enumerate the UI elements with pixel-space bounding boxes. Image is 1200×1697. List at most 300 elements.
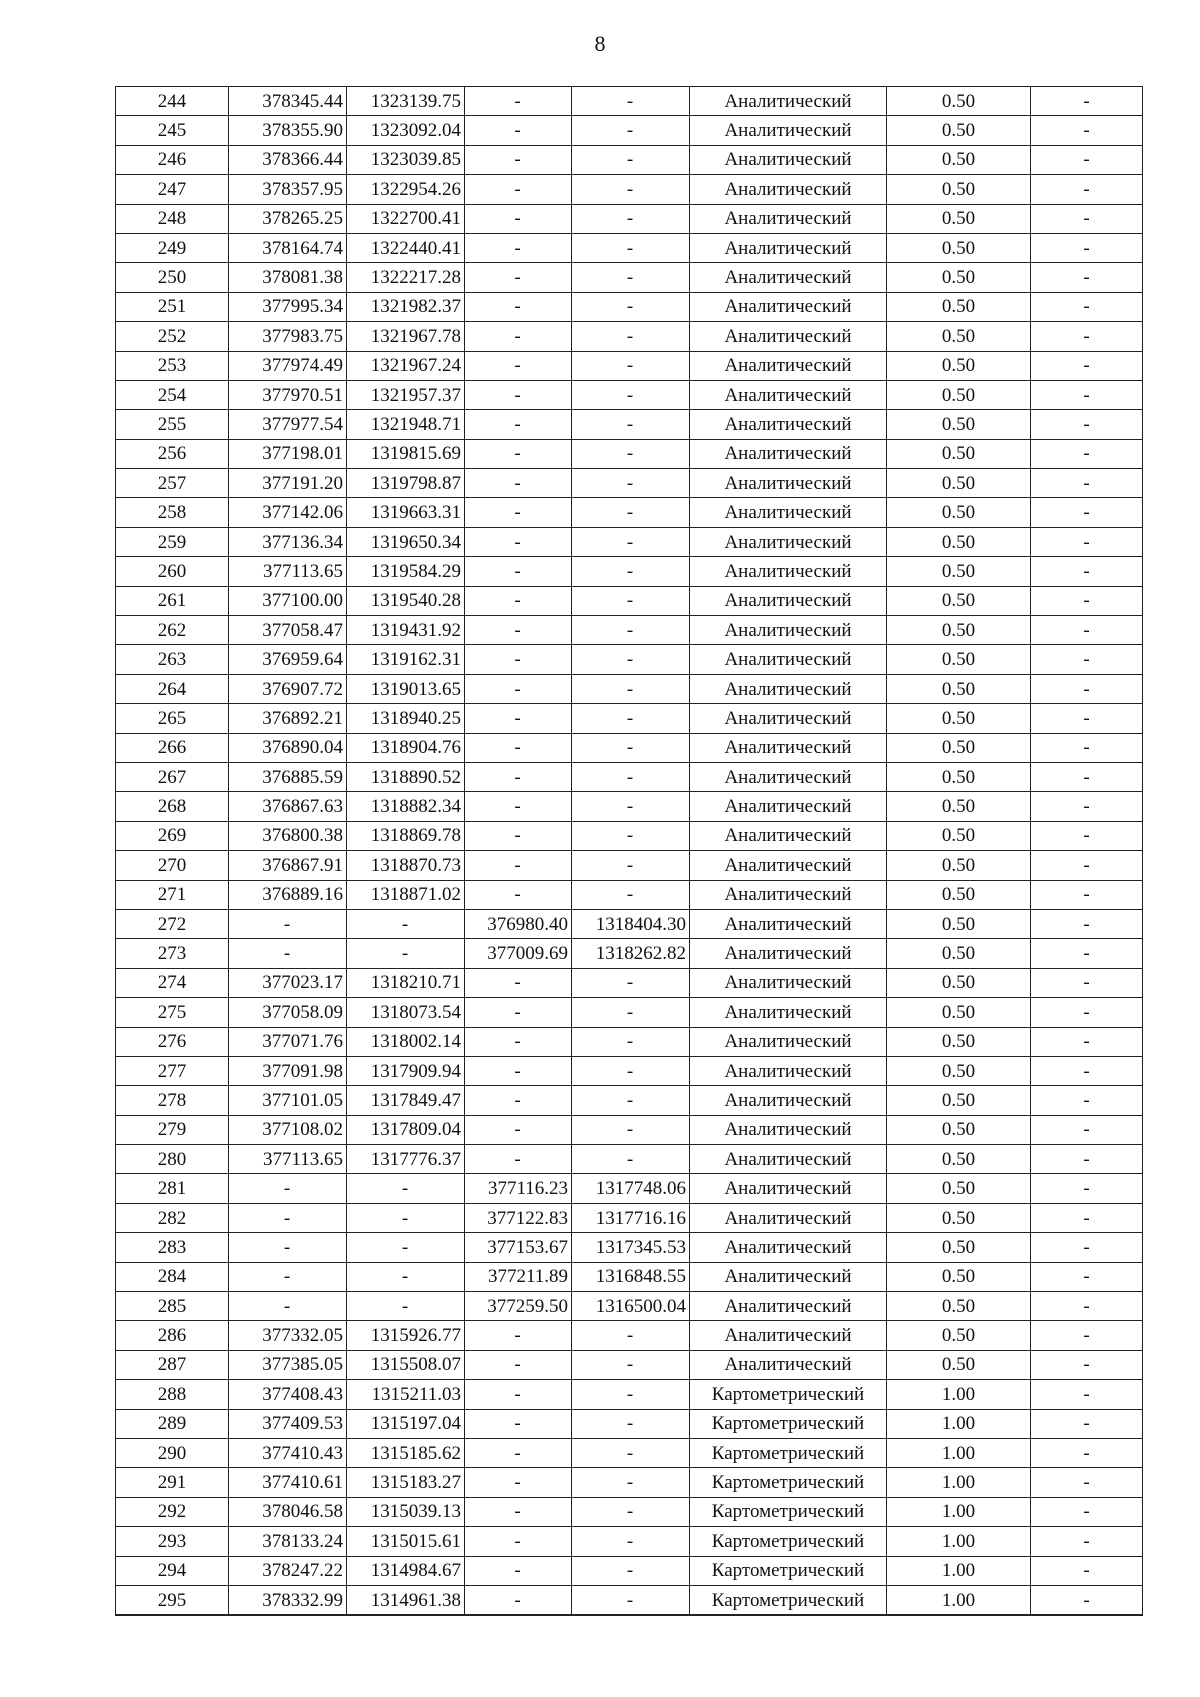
cell-accuracy: 0.50 [887,1350,1031,1379]
table-row [116,1115,1143,1144]
cell-point-number: 289 [116,1409,229,1438]
coordinates-table [115,86,1143,1616]
cell-y-coordinate: 1318940.25 [347,704,465,733]
cell-y-coordinate: - [347,1262,465,1291]
cell-x-coordinate: 376867.63 [229,792,347,821]
cell-accuracy: 0.50 [887,1027,1031,1056]
cell-accuracy: 1.00 [887,1380,1031,1409]
table-body [116,87,1143,1616]
cell-y-coordinate-alt: - [572,87,690,116]
cell-x-coordinate: 378046.58 [229,1497,347,1526]
cell-y-coordinate: 1317909.94 [347,1056,465,1085]
cell-y-coordinate-alt: - [572,645,690,674]
table-row [116,1321,1143,1350]
cell-y-coordinate: 1318871.02 [347,880,465,909]
table-row [116,1380,1143,1409]
cell-method: Картометрический [690,1438,887,1467]
cell-accuracy: 0.50 [887,733,1031,762]
cell-note: - [1031,1380,1143,1409]
cell-x-coordinate-alt: 376980.40 [465,909,572,938]
cell-y-coordinate-alt: - [572,116,690,145]
cell-note: - [1031,469,1143,498]
cell-x-coordinate: 376892.21 [229,704,347,733]
table-row [116,175,1143,204]
table-row [116,674,1143,703]
cell-x-coordinate-alt: - [465,674,572,703]
cell-x-coordinate: 377995.34 [229,292,347,321]
cell-y-coordinate: 1315211.03 [347,1380,465,1409]
cell-x-coordinate: 376800.38 [229,821,347,850]
cell-method: Аналитический [690,380,887,409]
cell-x-coordinate-alt: - [465,645,572,674]
cell-note: - [1031,1468,1143,1497]
table-row [116,1527,1143,1556]
cell-x-coordinate-alt: - [465,1585,572,1615]
cell-point-number: 264 [116,674,229,703]
cell-x-coordinate-alt: 377116.23 [465,1174,572,1203]
cell-note: - [1031,557,1143,586]
table-row [116,1438,1143,1467]
cell-y-coordinate: - [347,1292,465,1321]
table-row [116,1409,1143,1438]
cell-accuracy: 0.50 [887,263,1031,292]
cell-point-number: 262 [116,616,229,645]
cell-note: - [1031,1350,1143,1379]
cell-x-coordinate: 376885.59 [229,762,347,791]
cell-note: - [1031,733,1143,762]
cell-note: - [1031,439,1143,468]
table-row [116,939,1143,968]
cell-note: - [1031,616,1143,645]
cell-accuracy: 0.50 [887,204,1031,233]
cell-x-coordinate: 377970.51 [229,380,347,409]
cell-y-coordinate-alt: - [572,1321,690,1350]
cell-x-coordinate: 378345.44 [229,87,347,116]
cell-y-coordinate-alt: - [572,674,690,703]
cell-y-coordinate-alt: - [572,1556,690,1585]
table-row [116,762,1143,791]
cell-note: - [1031,1233,1143,1262]
cell-y-coordinate-alt: - [572,1145,690,1174]
cell-accuracy: 0.50 [887,1262,1031,1291]
cell-y-coordinate-alt: - [572,557,690,586]
cell-accuracy: 0.50 [887,939,1031,968]
cell-method: Аналитический [690,1350,887,1379]
cell-y-coordinate: 1319431.92 [347,616,465,645]
cell-y-coordinate-alt: - [572,762,690,791]
cell-method: Картометрический [690,1468,887,1497]
table-row [116,704,1143,733]
table-row [116,263,1143,292]
cell-note: - [1031,1056,1143,1085]
table-row [116,498,1143,527]
cell-x-coordinate: 376959.64 [229,645,347,674]
table-row [116,1056,1143,1085]
table-row [116,1027,1143,1056]
cell-x-coordinate: - [229,1174,347,1203]
cell-accuracy: 1.00 [887,1585,1031,1615]
cell-x-coordinate-alt: - [465,616,572,645]
cell-method: Аналитический [690,263,887,292]
cell-method: Аналитический [690,410,887,439]
cell-x-coordinate-alt: - [465,292,572,321]
cell-accuracy: 0.50 [887,616,1031,645]
cell-method: Аналитический [690,1233,887,1262]
cell-accuracy: 0.50 [887,821,1031,850]
cell-x-coordinate-alt: - [465,968,572,997]
cell-y-coordinate: 1322954.26 [347,175,465,204]
cell-x-coordinate: 377071.76 [229,1027,347,1056]
cell-y-coordinate: 1321967.78 [347,322,465,351]
cell-x-coordinate-alt: - [465,410,572,439]
table-row [116,233,1143,262]
cell-x-coordinate-alt: - [465,1438,572,1467]
cell-y-coordinate-alt: - [572,204,690,233]
cell-x-coordinate-alt: 377259.50 [465,1292,572,1321]
cell-x-coordinate-alt: - [465,733,572,762]
cell-y-coordinate: 1319798.87 [347,469,465,498]
cell-method: Аналитический [690,1262,887,1291]
cell-x-coordinate: 376907.72 [229,674,347,703]
cell-method: Аналитический [690,1056,887,1085]
cell-y-coordinate-alt: - [572,1056,690,1085]
cell-x-coordinate: 378357.95 [229,175,347,204]
cell-point-number: 246 [116,145,229,174]
cell-accuracy: 0.50 [887,380,1031,409]
table-row [116,998,1143,1027]
cell-accuracy: 0.50 [887,351,1031,380]
table-row [116,145,1143,174]
cell-y-coordinate: - [347,1174,465,1203]
cell-y-coordinate-alt: - [572,1585,690,1615]
cell-method: Аналитический [690,674,887,703]
cell-note: - [1031,1527,1143,1556]
cell-point-number: 288 [116,1380,229,1409]
cell-x-coordinate-alt: - [465,263,572,292]
cell-y-coordinate-alt: - [572,1468,690,1497]
cell-accuracy: 0.50 [887,792,1031,821]
cell-method: Аналитический [690,704,887,733]
cell-x-coordinate-alt: - [465,1527,572,1556]
cell-point-number: 273 [116,939,229,968]
cell-accuracy: 0.50 [887,851,1031,880]
cell-x-coordinate: 377142.06 [229,498,347,527]
cell-point-number: 257 [116,469,229,498]
cell-method: Аналитический [690,557,887,586]
cell-x-coordinate: 376889.16 [229,880,347,909]
cell-point-number: 276 [116,1027,229,1056]
cell-accuracy: 0.50 [887,998,1031,1027]
cell-note: - [1031,880,1143,909]
table-row [116,439,1143,468]
cell-point-number: 258 [116,498,229,527]
cell-accuracy: 0.50 [887,233,1031,262]
cell-x-coordinate: 377983.75 [229,322,347,351]
cell-x-coordinate-alt: 377211.89 [465,1262,572,1291]
cell-y-coordinate-alt: - [572,351,690,380]
cell-y-coordinate: 1314961.38 [347,1585,465,1615]
cell-accuracy: 0.50 [887,498,1031,527]
cell-method: Картометрический [690,1380,887,1409]
cell-note: - [1031,939,1143,968]
cell-y-coordinate: - [347,1233,465,1262]
cell-x-coordinate-alt: - [465,1350,572,1379]
cell-note: - [1031,233,1143,262]
cell-note: - [1031,410,1143,439]
cell-point-number: 293 [116,1527,229,1556]
cell-x-coordinate: 377974.49 [229,351,347,380]
cell-x-coordinate: 377108.02 [229,1115,347,1144]
cell-accuracy: 1.00 [887,1556,1031,1585]
cell-note: - [1031,1321,1143,1350]
cell-x-coordinate: 377058.09 [229,998,347,1027]
table-row [116,410,1143,439]
cell-accuracy: 0.50 [887,439,1031,468]
cell-note: - [1031,175,1143,204]
cell-y-coordinate-alt: - [572,263,690,292]
cell-x-coordinate: 377136.34 [229,527,347,556]
table-row [116,909,1143,938]
cell-x-coordinate: 377332.05 [229,1321,347,1350]
cell-y-coordinate: 1318890.52 [347,762,465,791]
cell-point-number: 265 [116,704,229,733]
table-row [116,322,1143,351]
cell-point-number: 279 [116,1115,229,1144]
cell-y-coordinate: 1322217.28 [347,263,465,292]
cell-point-number: 294 [116,1556,229,1585]
cell-y-coordinate: 1319815.69 [347,439,465,468]
cell-x-coordinate: 377410.61 [229,1468,347,1497]
cell-note: - [1031,998,1143,1027]
cell-accuracy: 0.50 [887,762,1031,791]
cell-y-coordinate-alt: - [572,1438,690,1467]
cell-note: - [1031,1086,1143,1115]
cell-method: Аналитический [690,851,887,880]
cell-y-coordinate-alt: 1317748.06 [572,1174,690,1203]
cell-note: - [1031,704,1143,733]
cell-y-coordinate: 1314984.67 [347,1556,465,1585]
cell-x-coordinate-alt: - [465,145,572,174]
cell-y-coordinate: 1322700.41 [347,204,465,233]
cell-x-coordinate: - [229,1203,347,1232]
cell-point-number: 267 [116,762,229,791]
cell-point-number: 248 [116,204,229,233]
cell-x-coordinate-alt: - [465,880,572,909]
cell-method: Аналитический [690,909,887,938]
cell-note: - [1031,1497,1143,1526]
cell-accuracy: 0.50 [887,645,1031,674]
cell-accuracy: 0.50 [887,175,1031,204]
table-row [116,1174,1143,1203]
cell-note: - [1031,968,1143,997]
cell-y-coordinate: 1322440.41 [347,233,465,262]
cell-x-coordinate: 378265.25 [229,204,347,233]
table-row [116,1086,1143,1115]
cell-y-coordinate-alt: - [572,1027,690,1056]
cell-x-coordinate-alt: - [465,821,572,850]
cell-method: Аналитический [690,821,887,850]
cell-x-coordinate-alt: - [465,704,572,733]
cell-note: - [1031,762,1143,791]
cell-y-coordinate: 1318904.76 [347,733,465,762]
cell-point-number: 291 [116,1468,229,1497]
cell-method: Аналитический [690,351,887,380]
table-row [116,380,1143,409]
cell-x-coordinate: 377409.53 [229,1409,347,1438]
cell-point-number: 244 [116,87,229,116]
cell-y-coordinate: - [347,1203,465,1232]
table-row [116,557,1143,586]
cell-x-coordinate-alt: - [465,322,572,351]
cell-point-number: 247 [116,175,229,204]
cell-y-coordinate: 1315185.62 [347,1438,465,1467]
cell-point-number: 268 [116,792,229,821]
cell-point-number: 281 [116,1174,229,1203]
cell-accuracy: 0.50 [887,1115,1031,1144]
cell-x-coordinate-alt: - [465,1115,572,1144]
table-row [116,1203,1143,1232]
cell-note: - [1031,821,1143,850]
cell-y-coordinate-alt: - [572,792,690,821]
cell-accuracy: 0.50 [887,527,1031,556]
cell-point-number: 252 [116,322,229,351]
cell-x-coordinate: 377408.43 [229,1380,347,1409]
cell-point-number: 260 [116,557,229,586]
cell-point-number: 277 [116,1056,229,1085]
cell-x-coordinate: 378081.38 [229,263,347,292]
cell-note: - [1031,1262,1143,1291]
cell-note: - [1031,1027,1143,1056]
cell-y-coordinate-alt: - [572,733,690,762]
cell-note: - [1031,851,1143,880]
table-row [116,1233,1143,1262]
cell-point-number: 259 [116,527,229,556]
cell-x-coordinate-alt: 377009.69 [465,939,572,968]
cell-y-coordinate-alt: - [572,1497,690,1526]
cell-method: Аналитический [690,968,887,997]
cell-method: Аналитический [690,586,887,615]
cell-y-coordinate-alt: - [572,1086,690,1115]
cell-y-coordinate-alt: - [572,821,690,850]
cell-y-coordinate-alt: 1316848.55 [572,1262,690,1291]
cell-point-number: 245 [116,116,229,145]
cell-y-coordinate-alt: - [572,175,690,204]
cell-x-coordinate: 377113.65 [229,1145,347,1174]
cell-point-number: 270 [116,851,229,880]
cell-point-number: 284 [116,1262,229,1291]
cell-x-coordinate-alt: - [465,87,572,116]
cell-note: - [1031,1115,1143,1144]
cell-accuracy: 0.50 [887,116,1031,145]
cell-method: Аналитический [690,498,887,527]
cell-x-coordinate: 377410.43 [229,1438,347,1467]
cell-y-coordinate: 1321948.71 [347,410,465,439]
cell-accuracy: 0.50 [887,880,1031,909]
cell-x-coordinate: - [229,909,347,938]
cell-y-coordinate: 1323139.75 [347,87,465,116]
cell-y-coordinate-alt: 1317716.16 [572,1203,690,1232]
cell-x-coordinate-alt: - [465,1409,572,1438]
cell-note: - [1031,527,1143,556]
cell-note: - [1031,645,1143,674]
cell-method: Картометрический [690,1556,887,1585]
cell-method: Аналитический [690,762,887,791]
cell-y-coordinate: 1319162.31 [347,645,465,674]
cell-accuracy: 1.00 [887,1438,1031,1467]
cell-method: Аналитический [690,792,887,821]
cell-x-coordinate-alt: - [465,1321,572,1350]
cell-method: Аналитический [690,1086,887,1115]
cell-method: Аналитический [690,292,887,321]
table-row [116,469,1143,498]
cell-method: Аналитический [690,1321,887,1350]
cell-x-coordinate: 377100.00 [229,586,347,615]
cell-y-coordinate-alt: 1317345.53 [572,1233,690,1262]
cell-point-number: 292 [116,1497,229,1526]
cell-method: Аналитический [690,1115,887,1144]
cell-x-coordinate-alt: - [465,1086,572,1115]
cell-x-coordinate-alt: - [465,762,572,791]
cell-method: Аналитический [690,880,887,909]
cell-note: - [1031,1203,1143,1232]
cell-x-coordinate: 376867.91 [229,851,347,880]
cell-y-coordinate: 1317809.04 [347,1115,465,1144]
cell-point-number: 290 [116,1438,229,1467]
cell-y-coordinate-alt: - [572,1527,690,1556]
cell-note: - [1031,380,1143,409]
cell-point-number: 280 [116,1145,229,1174]
cell-y-coordinate-alt: - [572,968,690,997]
cell-method: Картометрический [690,1527,887,1556]
cell-method: Аналитический [690,939,887,968]
cell-method: Аналитический [690,1203,887,1232]
cell-accuracy: 0.50 [887,704,1031,733]
cell-x-coordinate: - [229,1262,347,1291]
cell-x-coordinate: 377058.47 [229,616,347,645]
page-number: 8 [594,31,606,56]
cell-point-number: 251 [116,292,229,321]
cell-accuracy: 0.50 [887,1086,1031,1115]
cell-x-coordinate: 377113.65 [229,557,347,586]
cell-x-coordinate-alt: - [465,1468,572,1497]
cell-method: Картометрический [690,1409,887,1438]
cell-accuracy: 0.50 [887,674,1031,703]
cell-accuracy: 1.00 [887,1527,1031,1556]
cell-y-coordinate: 1319663.31 [347,498,465,527]
cell-y-coordinate: 1317849.47 [347,1086,465,1115]
cell-method: Аналитический [690,1145,887,1174]
cell-note: - [1031,909,1143,938]
cell-y-coordinate: 1318870.73 [347,851,465,880]
cell-x-coordinate-alt: - [465,792,572,821]
table-row [116,1350,1143,1379]
cell-x-coordinate: 378355.90 [229,116,347,145]
cell-y-coordinate-alt: - [572,851,690,880]
cell-accuracy: 1.00 [887,1497,1031,1526]
cell-accuracy: 0.50 [887,469,1031,498]
cell-method: Картометрический [690,1497,887,1526]
cell-accuracy: 1.00 [887,1468,1031,1497]
cell-y-coordinate-alt: - [572,1350,690,1379]
cell-x-coordinate-alt: - [465,557,572,586]
cell-point-number: 249 [116,233,229,262]
cell-x-coordinate-alt: - [465,1027,572,1056]
cell-x-coordinate-alt: - [465,116,572,145]
cell-y-coordinate: - [347,939,465,968]
cell-x-coordinate: 377385.05 [229,1350,347,1379]
cell-note: - [1031,586,1143,615]
table-row [116,1145,1143,1174]
